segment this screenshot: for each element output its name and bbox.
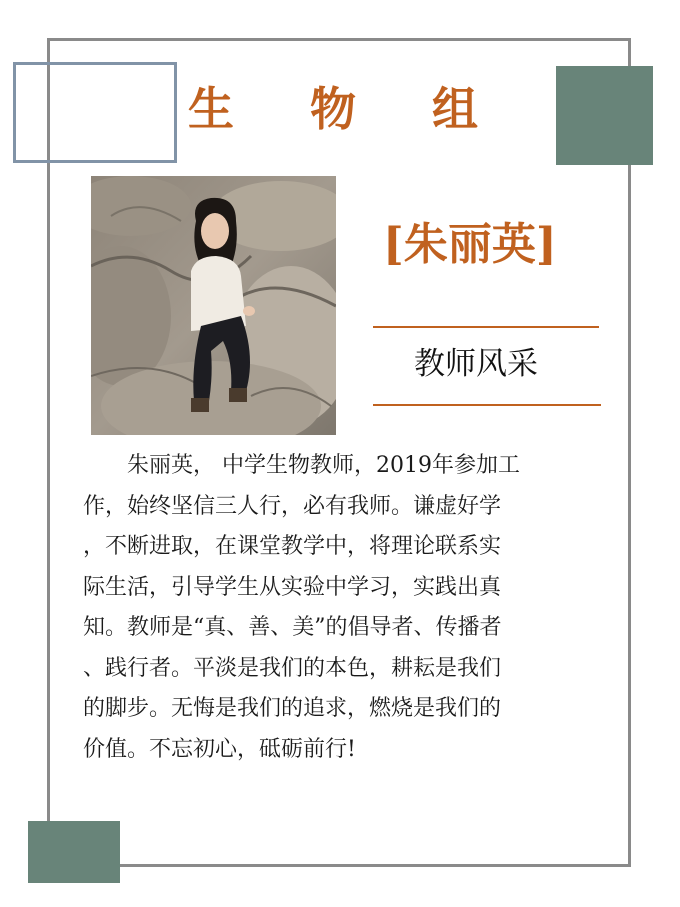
bio-line: 价值。不忘初心，砥砺前行! (83, 736, 356, 762)
divider-bottom (373, 404, 601, 406)
decorative-block-bottom-left (28, 821, 120, 883)
teacher-bio (83, 446, 593, 770)
group-title: 生 物 组 (187, 82, 509, 136)
teacher-photo (91, 176, 336, 435)
teacher-name: [朱丽英] (383, 219, 557, 270)
bio-line: 、践行者。平淡是我们的本色，耕耘是我们 (83, 655, 502, 681)
bio-line: 朱丽英， 中学生物教师，2019年参加工 (83, 453, 520, 478)
bio-line: 知。教师是“真、善、美”的倡导者、传播者 (83, 615, 502, 640)
section-subtitle: 教师风采 (414, 346, 538, 382)
bio-line: 际生活，引导学生从实验中学习，实践出真 (83, 574, 502, 600)
divider-top (373, 326, 599, 328)
bio-line: 作，始终坚信三人行，必有我师。谦虚好学 (83, 493, 502, 519)
bio-line: 的脚步。无悔是我们的追求，燃烧是我们的 (83, 696, 502, 721)
bio-line: ，不断进取，在课堂教学中，将理论联系实 (83, 534, 502, 559)
